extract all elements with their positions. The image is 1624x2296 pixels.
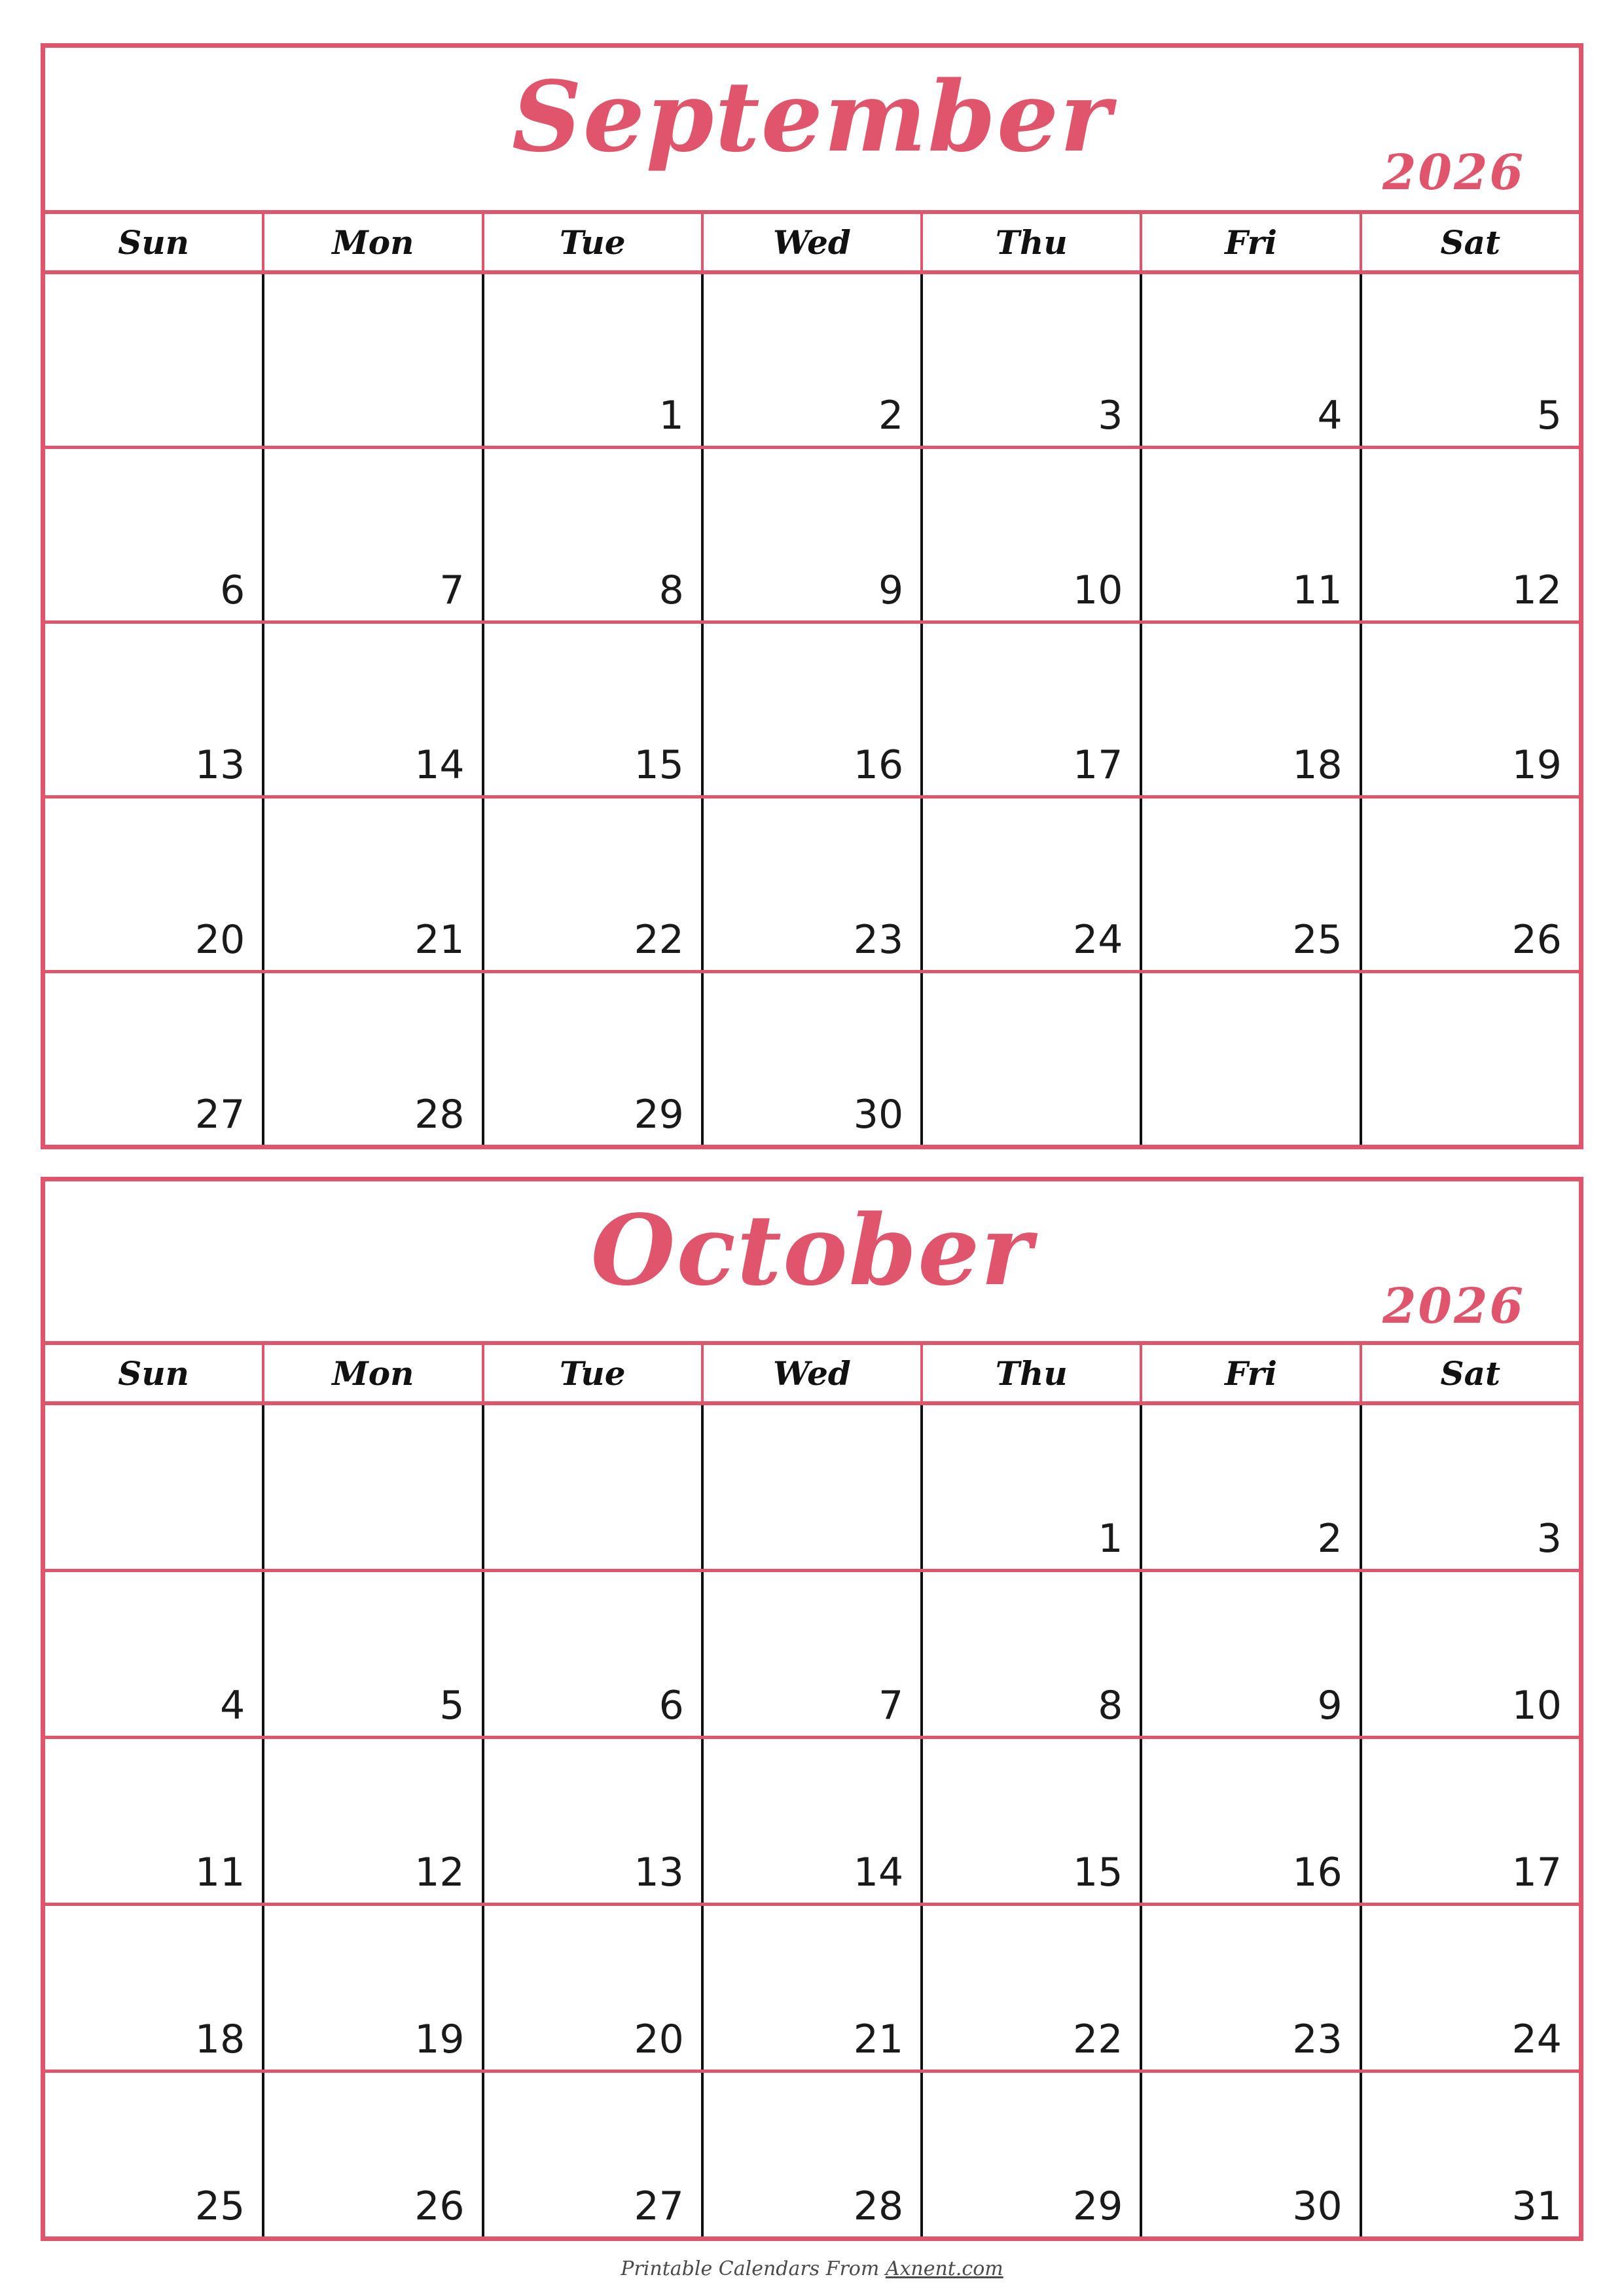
day-cell[interactable] <box>264 798 484 970</box>
day-number: 3 <box>1098 393 1123 439</box>
day-cell[interactable] <box>1362 449 1579 620</box>
day-number: 8 <box>1098 1683 1123 1729</box>
week-row <box>45 1739 1579 1906</box>
day-cell[interactable] <box>264 274 484 446</box>
day-cell[interactable] <box>264 2073 484 2236</box>
month-title-bar <box>45 1181 1579 1341</box>
weekday-header-wed: Wed <box>704 214 923 270</box>
footer-credit-text: Printable Calendars From <box>621 2257 886 2280</box>
day-number: 30 <box>1292 2183 1343 2229</box>
day-number: 18 <box>1292 742 1343 788</box>
day-cell[interactable] <box>45 1739 264 1903</box>
day-number: 10 <box>1073 567 1123 613</box>
week-row <box>45 2073 1579 2236</box>
day-number: 16 <box>853 742 904 788</box>
weekday-header-sat: Sat <box>1440 223 1501 262</box>
weekday-header-sun: Sun <box>45 214 264 270</box>
day-number: 21 <box>853 2017 904 2062</box>
day-number: 16 <box>1292 1850 1343 1895</box>
day-cell[interactable] <box>1362 1572 1579 1736</box>
day-number: 1 <box>1098 1516 1123 1562</box>
day-cell[interactable] <box>45 1405 264 1569</box>
day-cell[interactable] <box>264 1405 484 1569</box>
day-cell[interactable] <box>704 973 923 1145</box>
day-cell[interactable] <box>264 1572 484 1736</box>
weeks-grid <box>45 274 1579 1145</box>
day-cell[interactable] <box>704 624 923 795</box>
day-cell[interactable] <box>704 1906 923 2070</box>
day-cell[interactable] <box>484 624 704 795</box>
day-cell[interactable] <box>1142 449 1362 620</box>
day-cell[interactable] <box>264 1739 484 1903</box>
day-cell[interactable] <box>1362 798 1579 970</box>
day-number: 13 <box>194 742 245 788</box>
day-number: 17 <box>1073 742 1123 788</box>
day-number: 20 <box>634 2017 684 2062</box>
day-cell[interactable] <box>45 2073 264 2236</box>
day-cell[interactable] <box>923 973 1142 1145</box>
weekday-header-wed: Wed <box>704 1345 923 1401</box>
weekday-header-tue: Tue <box>484 214 704 270</box>
weeks-grid <box>45 1405 1579 2236</box>
day-number: 9 <box>1317 1683 1343 1729</box>
day-cell[interactable] <box>45 1572 264 1736</box>
day-cell[interactable] <box>484 798 704 970</box>
day-cell[interactable] <box>484 1572 704 1736</box>
day-number: 28 <box>414 1092 465 1138</box>
day-number: 26 <box>1511 917 1562 963</box>
week-row <box>45 1405 1579 1572</box>
page-footer <box>41 2241 1583 2296</box>
day-cell[interactable] <box>704 274 923 446</box>
day-cell[interactable] <box>1142 973 1362 1145</box>
day-cell[interactable] <box>484 1906 704 2070</box>
day-number: 7 <box>439 567 465 613</box>
day-number: 30 <box>853 1092 904 1138</box>
day-number: 25 <box>1292 917 1343 963</box>
day-cell[interactable] <box>1362 1405 1579 1569</box>
day-cell[interactable] <box>45 1906 264 2070</box>
day-cell[interactable] <box>264 624 484 795</box>
month-name: October <box>590 1193 1034 1307</box>
weekday-header-thu: Thu <box>923 1345 1142 1401</box>
day-cell[interactable] <box>1142 798 1362 970</box>
day-number: 25 <box>194 2183 245 2229</box>
weekday-header-fri: Fri <box>1142 214 1362 270</box>
day-number: 10 <box>1511 1683 1562 1729</box>
day-cell[interactable] <box>1142 1572 1362 1736</box>
week-row <box>45 624 1579 798</box>
week-row <box>45 973 1579 1145</box>
day-number: 6 <box>659 1683 684 1729</box>
day-number: 11 <box>194 1850 245 1895</box>
weekday-header-tue: Tue <box>484 1345 704 1401</box>
week-row <box>45 1572 1579 1739</box>
day-cell[interactable] <box>1362 973 1579 1145</box>
day-number: 1 <box>659 393 684 439</box>
day-number: 11 <box>1292 567 1343 613</box>
day-cell[interactable] <box>1362 1906 1579 2070</box>
day-cell[interactable] <box>1362 2073 1579 2236</box>
day-number: 24 <box>1511 2017 1562 2062</box>
day-number: 17 <box>1511 1850 1562 1895</box>
day-cell[interactable] <box>45 624 264 795</box>
day-cell[interactable] <box>1142 1906 1362 2070</box>
day-cell[interactable] <box>484 2073 704 2236</box>
day-cell[interactable] <box>1362 274 1579 446</box>
day-number: 22 <box>1073 2017 1123 2062</box>
day-cell[interactable] <box>923 624 1142 795</box>
day-cell[interactable] <box>923 1906 1142 2070</box>
day-number: 28 <box>853 2183 904 2229</box>
day-cell[interactable] <box>704 2073 923 2236</box>
day-number: 23 <box>1292 2017 1343 2062</box>
weekday-header-mon: Mon <box>264 1345 484 1401</box>
day-cell[interactable] <box>1142 1739 1362 1903</box>
day-number: 15 <box>634 742 684 788</box>
day-cell[interactable] <box>1142 2073 1362 2236</box>
day-number: 27 <box>634 2183 684 2229</box>
footer-credit-link[interactable]: Axnent.com <box>885 2257 1003 2280</box>
day-cell[interactable] <box>264 1906 484 2070</box>
day-number: 29 <box>634 1092 684 1138</box>
weekday-header-fri: Fri <box>1142 1345 1362 1401</box>
day-number: 19 <box>1511 742 1562 788</box>
weekday-header-sun: Sun <box>45 1345 264 1401</box>
weekday-header-thu: Thu <box>923 214 1142 270</box>
day-cell[interactable] <box>704 1405 923 1569</box>
day-cell[interactable] <box>484 1739 704 1903</box>
day-cell[interactable] <box>923 2073 1142 2236</box>
day-number: 2 <box>1317 1516 1343 1562</box>
day-number: 22 <box>634 917 684 963</box>
day-number: 23 <box>853 917 904 963</box>
day-number: 13 <box>634 1850 684 1895</box>
day-number: 4 <box>220 1683 245 1729</box>
day-cell[interactable] <box>1362 624 1579 795</box>
day-number: 8 <box>659 567 684 613</box>
day-cell[interactable] <box>484 1405 704 1569</box>
day-number: 18 <box>194 2017 245 2062</box>
week-row <box>45 798 1579 973</box>
day-cell[interactable] <box>45 449 264 620</box>
day-number: 27 <box>194 1092 245 1138</box>
day-cell[interactable] <box>264 449 484 620</box>
day-number: 14 <box>853 1850 904 1895</box>
day-cell[interactable] <box>45 973 264 1145</box>
day-number: 15 <box>1073 1850 1123 1895</box>
day-number: 29 <box>1073 2183 1123 2229</box>
day-cell[interactable] <box>923 1572 1142 1736</box>
day-number: 3 <box>1536 1516 1562 1562</box>
day-number: 6 <box>220 567 245 613</box>
week-row <box>45 274 1579 449</box>
day-number: 5 <box>1536 393 1562 439</box>
day-number: 26 <box>414 2183 465 2229</box>
day-number: 19 <box>414 2017 465 2062</box>
day-cell[interactable] <box>704 1739 923 1903</box>
day-number: 21 <box>414 917 465 963</box>
day-number: 31 <box>1511 2183 1562 2229</box>
weekday-header-row <box>45 1341 1579 1405</box>
day-number: 12 <box>414 1850 465 1895</box>
day-cell[interactable] <box>704 798 923 970</box>
day-cell[interactable] <box>704 1572 923 1736</box>
day-number: 12 <box>1511 567 1562 613</box>
day-cell[interactable] <box>1142 1405 1362 1569</box>
day-cell[interactable] <box>1142 274 1362 446</box>
month-year: 2026 <box>1382 145 1525 201</box>
month-block-october <box>41 1177 1583 2241</box>
month-title-bar <box>45 48 1579 210</box>
day-number: 4 <box>1317 393 1343 439</box>
day-cell[interactable] <box>923 274 1142 446</box>
weekday-header-sat: Sat <box>1440 1354 1501 1393</box>
day-cell[interactable] <box>484 973 704 1145</box>
day-number: 7 <box>878 1683 904 1729</box>
day-cell[interactable] <box>1142 624 1362 795</box>
week-row <box>45 449 1579 624</box>
weekday-header-row <box>45 210 1579 274</box>
day-cell[interactable] <box>923 449 1142 620</box>
day-number: 9 <box>878 567 904 613</box>
day-cell[interactable] <box>45 274 264 446</box>
day-number: 14 <box>414 742 465 788</box>
week-row <box>45 1906 1579 2073</box>
month-name: September <box>511 60 1113 173</box>
day-number: 2 <box>878 393 904 439</box>
day-cell[interactable] <box>1362 1739 1579 1903</box>
day-cell[interactable] <box>704 449 923 620</box>
day-cell[interactable] <box>923 1739 1142 1903</box>
weekday-header-mon: Mon <box>264 214 484 270</box>
month-year: 2026 <box>1382 1278 1525 1335</box>
month-block-september <box>41 43 1583 1149</box>
day-number: 20 <box>194 917 245 963</box>
day-number: 5 <box>439 1683 465 1729</box>
day-cell[interactable] <box>45 798 264 970</box>
day-cell[interactable] <box>923 798 1142 970</box>
day-number: 24 <box>1073 917 1123 963</box>
day-cell[interactable] <box>484 449 704 620</box>
day-cell[interactable] <box>484 274 704 446</box>
day-cell[interactable] <box>264 973 484 1145</box>
day-cell[interactable] <box>923 1405 1142 1569</box>
footer-credit <box>621 2257 1003 2280</box>
